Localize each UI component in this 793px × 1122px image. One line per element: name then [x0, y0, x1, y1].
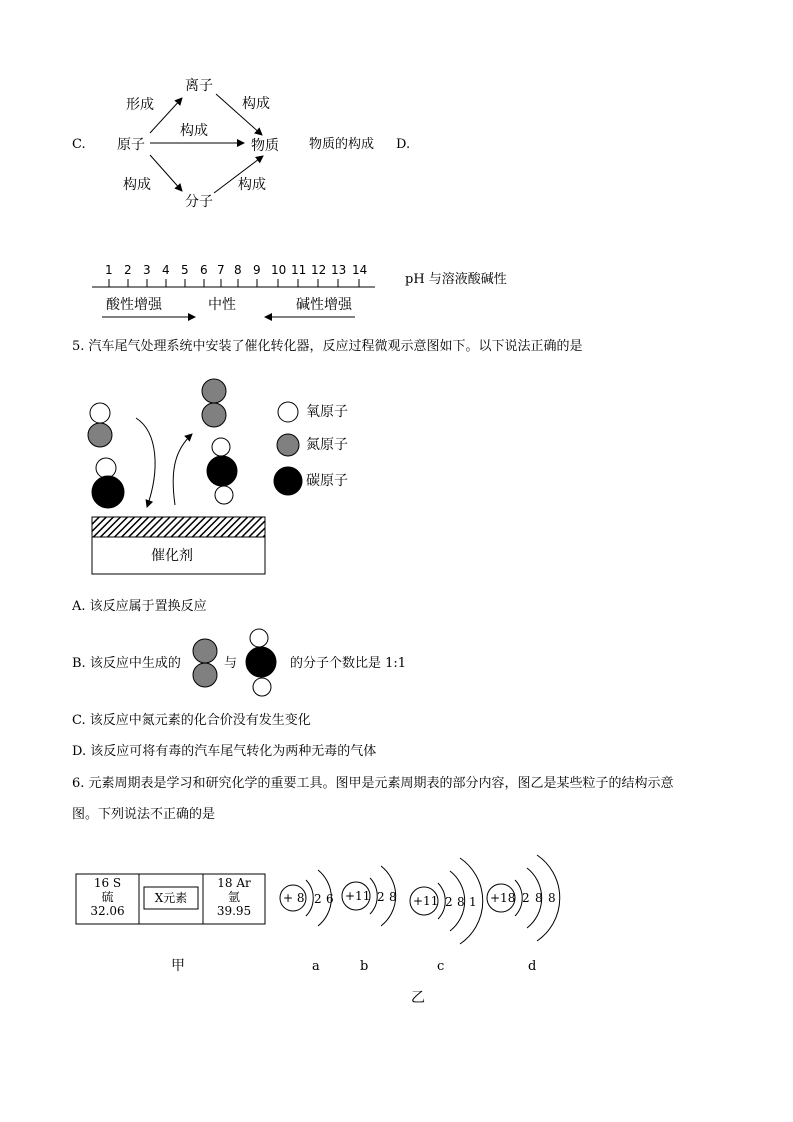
product-co2-oxygen-top: [212, 438, 230, 456]
legend-carbon-circle: [274, 467, 302, 495]
ph-tick-label: 4: [162, 263, 170, 277]
figure-yi-label: 乙: [411, 990, 425, 1006]
ph-tick-label: 8: [234, 263, 242, 277]
atom-c-nucleus-charge: +11: [413, 894, 439, 908]
q5-reaction-diagram: [88, 379, 302, 574]
option-d-caption: pH 与溶液酸碱性: [405, 272, 507, 287]
option-b-co2-carbon: [246, 647, 276, 677]
ph-tick-label: 10: [271, 263, 287, 277]
figure-jia-label: 甲: [171, 958, 185, 974]
arrow-molecule-substance: [214, 156, 263, 193]
reactant-no-oxygen-atom: [90, 403, 110, 423]
option-b-n2-atom-top: [193, 639, 217, 663]
arrow-out-of-catalyst: [173, 434, 192, 505]
argon-name: 氩: [227, 890, 240, 904]
reactant-co-carbon-atom: [92, 476, 124, 508]
reactant-co-oxygen-atom: [96, 458, 116, 478]
atom-c-label: c: [437, 959, 445, 974]
atom-d-shell-2: 8: [535, 891, 543, 905]
atom-b-nucleus-charge: +11: [345, 889, 371, 903]
edge-label-ion-substance: 构成: [242, 96, 270, 112]
atom-d-label: d: [528, 959, 537, 974]
edge-label-atom-ion: 形成: [126, 97, 154, 113]
ph-tick-label: 9: [253, 263, 261, 277]
ph-tick-label: 11: [291, 263, 307, 277]
legend-nitrogen-label: 氮原子: [306, 437, 348, 453]
base-label: 碱性增强: [296, 297, 352, 313]
atom-c-shell-2: 8: [457, 895, 465, 909]
atom-b-label: b: [360, 959, 369, 974]
option-c-arrows: [150, 94, 263, 193]
ph-tick-label: 5: [181, 263, 189, 277]
option-b-n2-atom-bottom: [193, 663, 217, 687]
arrow-atom-molecule: [150, 155, 182, 191]
q5-option-c: C. 该反应中氮元素的化合价没有发生变化: [72, 713, 311, 728]
option-b-co2-oxygen-bottom: [253, 678, 271, 696]
product-co2-carbon: [207, 456, 237, 486]
sulfur-number-symbol: 16 S: [93, 876, 122, 890]
edge-label-atom-substance: 构成: [180, 123, 208, 139]
ph-tick-label: 14: [352, 263, 368, 277]
q6-stem-line1: 6. 元素周期表是学习和研究化学的重要工具。图甲是元素周期表的部分内容，图乙是某些粒子的结构示意: [72, 776, 674, 791]
atom-d-shell-3: 8: [548, 891, 556, 905]
x-element-label: X元素: [154, 891, 188, 905]
q5-option-d: D. 该反应可将有毒的汽车尾气转化为两种无毒的气体: [72, 744, 377, 759]
q6-stem-line2: 图。下列说法不正确的是: [72, 807, 216, 822]
ph-tick-label: 7: [217, 263, 225, 277]
argon-number-symbol: 18 Ar: [217, 876, 251, 890]
atom-a-nucleus-charge: + 8: [283, 891, 305, 905]
table-cell-sulfur: [76, 876, 139, 918]
atom-a-shell-1: 2: [314, 892, 322, 906]
product-n2-atom-top: [202, 379, 226, 403]
ph-tick-label: 13: [331, 263, 347, 277]
argon-mass: 39.95: [216, 904, 252, 918]
node-ion: 离子: [185, 78, 213, 94]
atom-d-nucleus-charge: +18: [490, 891, 516, 905]
q5-option-b-suffix: 的分子个数比是 1:1: [290, 656, 407, 671]
q5-stem: 5. 汽车尾气处理系统中安装了催化转化器，反应过程微观示意图如下。以下说法正确的是: [72, 339, 583, 354]
node-atom: 原子: [117, 137, 145, 153]
edge-label-atom-molecule: 构成: [123, 177, 151, 193]
acid-label: 酸性增强: [106, 297, 162, 313]
legend-nitrogen-circle: [277, 434, 299, 456]
q5-option-b-middle: 与: [224, 656, 238, 671]
option-b-co2-oxygen-top: [250, 629, 268, 647]
option-c-letter: C.: [72, 137, 86, 152]
atom-d-shell-1: 2: [522, 891, 530, 905]
ph-tick-label: 2: [124, 263, 132, 277]
sulfur-name: 硫: [101, 890, 114, 904]
node-molecule: 分子: [185, 194, 213, 210]
option-c-caption: 物质的构成: [309, 137, 375, 152]
arrow-into-catalyst: [136, 418, 155, 507]
product-co2-oxygen-bottom: [215, 486, 233, 504]
atom-c-shell-1: 2: [445, 895, 453, 909]
legend-carbon-label: 碳原子: [306, 473, 348, 489]
ph-tick-label: 12: [311, 263, 327, 277]
atom-b-shell-1: 2: [377, 890, 385, 904]
legend-oxygen-circle: [278, 402, 298, 422]
ph-tick-label: 3: [143, 263, 151, 277]
atom-b-shell-2: 8: [389, 890, 397, 904]
legend-oxygen-label: 氧原子: [306, 404, 348, 420]
atom-a-label: a: [312, 959, 320, 974]
arrow-atom-ion: [150, 98, 182, 133]
atom-a-shell-2: 6: [326, 892, 334, 906]
table-cell-argon: [203, 876, 265, 918]
q5-option-b-prefix: B. 该反应中生成的: [72, 656, 181, 671]
arrow-ion-substance: [216, 94, 262, 135]
ph-tick-label: 6: [200, 263, 208, 277]
product-n2-atom-bottom: [202, 403, 226, 427]
neutral-label: 中性: [208, 297, 236, 313]
sulfur-mass: 32.06: [90, 904, 125, 918]
catalyst-label: 催化剂: [151, 548, 193, 564]
ph-tick-label: 1: [105, 263, 113, 277]
reactant-no-nitrogen-atom: [88, 423, 112, 447]
q5-option-a: A. 该反应属于置换反应: [72, 599, 207, 614]
catalyst-hatched-surface: [92, 517, 265, 537]
edge-label-molecule-substance: 构成: [238, 177, 266, 193]
node-substance: 物质: [251, 138, 279, 154]
option-d-letter: D.: [396, 137, 411, 152]
atom-c-shell-3: 1: [469, 895, 477, 909]
